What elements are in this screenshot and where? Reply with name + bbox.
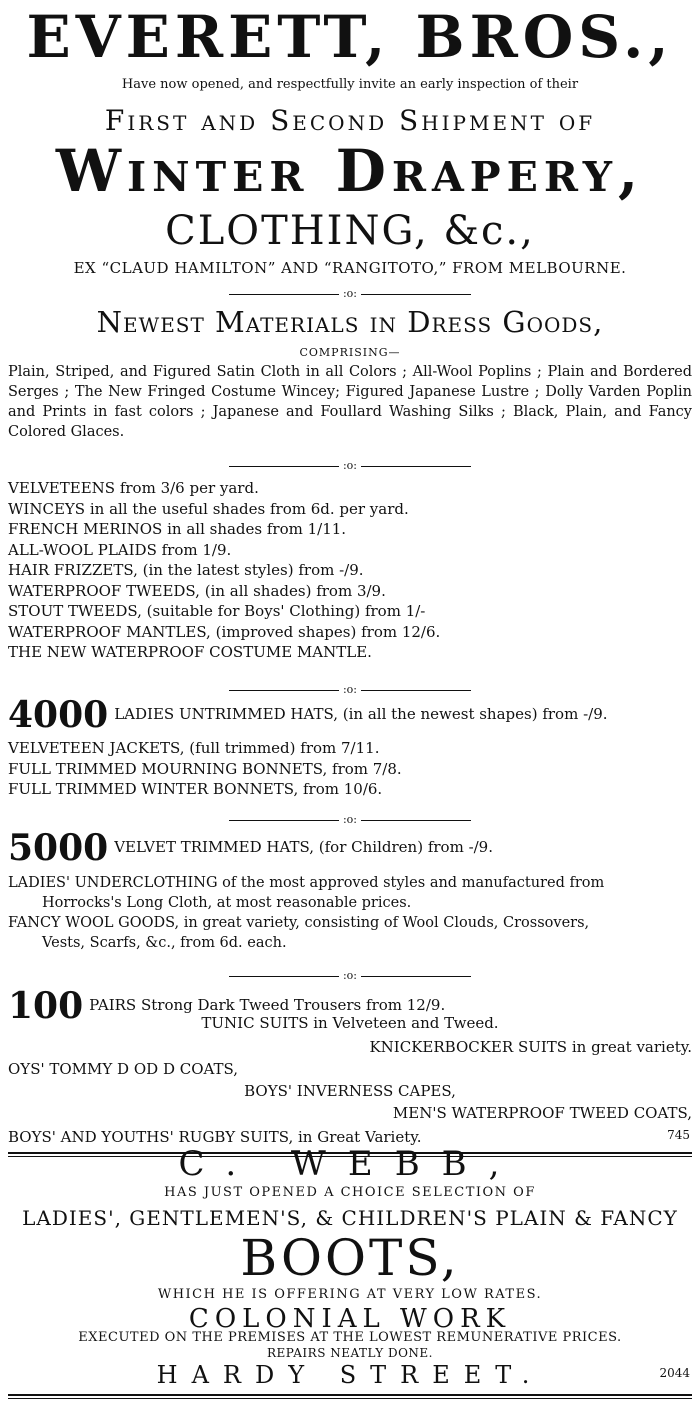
- colonial-work-heading: COLONIAL WORK: [188, 1304, 512, 1334]
- hats-row: [8, 695, 692, 734]
- materials-paragraph: Plain, Striped, and Figured Satin Cloth in all Colors ; All-Wool Poplins ; Plain and Bordered Serges ; The New Fringed Costume Wincey; Figured Japanese Lustre ; Dolly Varden Poplin and Prints in fast colors ; Japanese and Foullard Washing Silks ; Black, Plain, and Fancy Colored Glaces.: [8, 364, 692, 440]
- velvet-number: 5000: [8, 827, 109, 869]
- tunic-line: TUNIC SUITS in Velveteen and Tweed.: [201, 1014, 499, 1032]
- velvet-text: VELVET TRIMMED HATS, (for Children) from -/9.: [114, 838, 493, 856]
- divider: :o:: [8, 288, 692, 300]
- list-item: VELVETEEN JACKETS, (full trimmed) from 7/11.: [8, 739, 380, 757]
- list-item: ALL-WOOL PLAIDS from 1/9.: [8, 540, 232, 559]
- price-list: [8, 478, 692, 663]
- velvet-hats-row: [8, 828, 692, 867]
- list-item: FULL TRIMMED MOURNING BONNETS, from 7/8.: [8, 759, 402, 778]
- webb-line-2: LADIES', GENTLEMEN'S, & CHILDREN'S PLAIN & FANCY: [22, 1206, 678, 1230]
- divider: :o:: [8, 970, 692, 982]
- list-item: WATERPROOF MANTLES, (improved shapes) from 12/6.: [8, 622, 441, 641]
- webb-line-1: HAS JUST OPENED A CHOICE SELECTION OF: [164, 1185, 536, 1200]
- executed-line: EXECUTED ON THE PREMISES AT THE LOWEST REMUNERATIVE PRICES.: [78, 1330, 622, 1345]
- repairs-line: REPAIRS NEATLY DONE.: [267, 1346, 433, 1360]
- webb-name: C. WEBB,: [178, 1144, 522, 1184]
- webb-line-3: WHICH HE IS OFFERING AT VERY LOW RATES.: [157, 1287, 543, 1302]
- rugby-line: BOYS' AND YOUTHS' RUGBY SUITS, in Great Variety.: [8, 1128, 422, 1146]
- knicker-line: KNICKERBOCKER SUITS in great variety.: [369, 1038, 692, 1056]
- trousers-number: 100: [8, 985, 84, 1027]
- webb-reference-number: 2044: [659, 1366, 690, 1380]
- list-item: WATERPROOF TWEEDS, (in all shades) from 3/9.: [8, 581, 386, 600]
- list-item: VELVETEENS from 3/6 per yard.: [8, 479, 259, 497]
- comprising-label: COMPRISING—: [299, 346, 401, 359]
- divider: :o:: [8, 814, 692, 826]
- trousers-text: PAIRS Strong Dark Tweed Trousers from 12/9.: [89, 996, 446, 1014]
- mens-coats-line: MEN'S WATERPROOF TWEED COATS,: [392, 1104, 692, 1122]
- boots-heading: BOOTS,: [240, 1229, 460, 1287]
- list-item: HAIR FRIZZETS, (in the latest styles) from -/9.: [8, 561, 364, 579]
- shipment-heading: First and Second Shipment of: [104, 104, 596, 137]
- winter-drapery-heading: Winter Drapery,: [55, 137, 645, 205]
- clothing-heading: CLOTHING, &c.,: [165, 208, 535, 254]
- everett-title: EVERETT, BROS.,: [26, 3, 674, 71]
- list-item: FRENCH MERINOS in all shades from 1/11.: [8, 520, 347, 538]
- list-item: THE NEW WATERPROOF COSTUME MANTLE.: [8, 643, 372, 661]
- everett-intro: Have now opened, and respectfully invite an early inspection of their: [121, 77, 579, 92]
- tommy-line: OYS' TOMMY D OD D COATS,: [8, 1060, 239, 1078]
- ex-ships-line: EX “CLAUD HAMILTON” AND “RANGITOTO,” FROM MELBOURNE.: [73, 259, 627, 277]
- bottom-rule: [8, 1394, 692, 1399]
- hats-text: LADIES UNTRIMMED HATS, (in all the newest shapes) from -/9.: [114, 705, 608, 723]
- hardy-street: HARDY STREET.: [156, 1361, 544, 1389]
- inverness-line: BOYS' INVERNESS CAPES,: [244, 1082, 456, 1100]
- hats-number: 4000: [8, 694, 109, 736]
- underclothing-paragraph: LADIES' UNDERCLOTHING of the most approved styles and manufactured from Horrocks's Long Cloth, at most reasonable prices. FANCY WOOL GOODS, in great variety, consisting of Wool Clouds, Crossovers, Vests, Scarfs, &c., from 6d. each.: [8, 875, 605, 951]
- divider: :o:: [8, 684, 692, 696]
- list-item: FULL TRIMMED WINTER BONNETS, from 10/6.: [8, 780, 383, 798]
- ad-reference-number: 745: [667, 1128, 690, 1142]
- list-item: WINCEYS in all the useful shades from 6d. per yard.: [8, 499, 409, 518]
- divider: :o:: [8, 460, 692, 472]
- list-item: STOUT TWEEDS, (suitable for Boys' Clothing) from 1/-: [8, 602, 426, 620]
- newest-materials-heading: Newest Materials in Dress Goods,: [96, 305, 604, 339]
- bonnets-list: [8, 738, 692, 800]
